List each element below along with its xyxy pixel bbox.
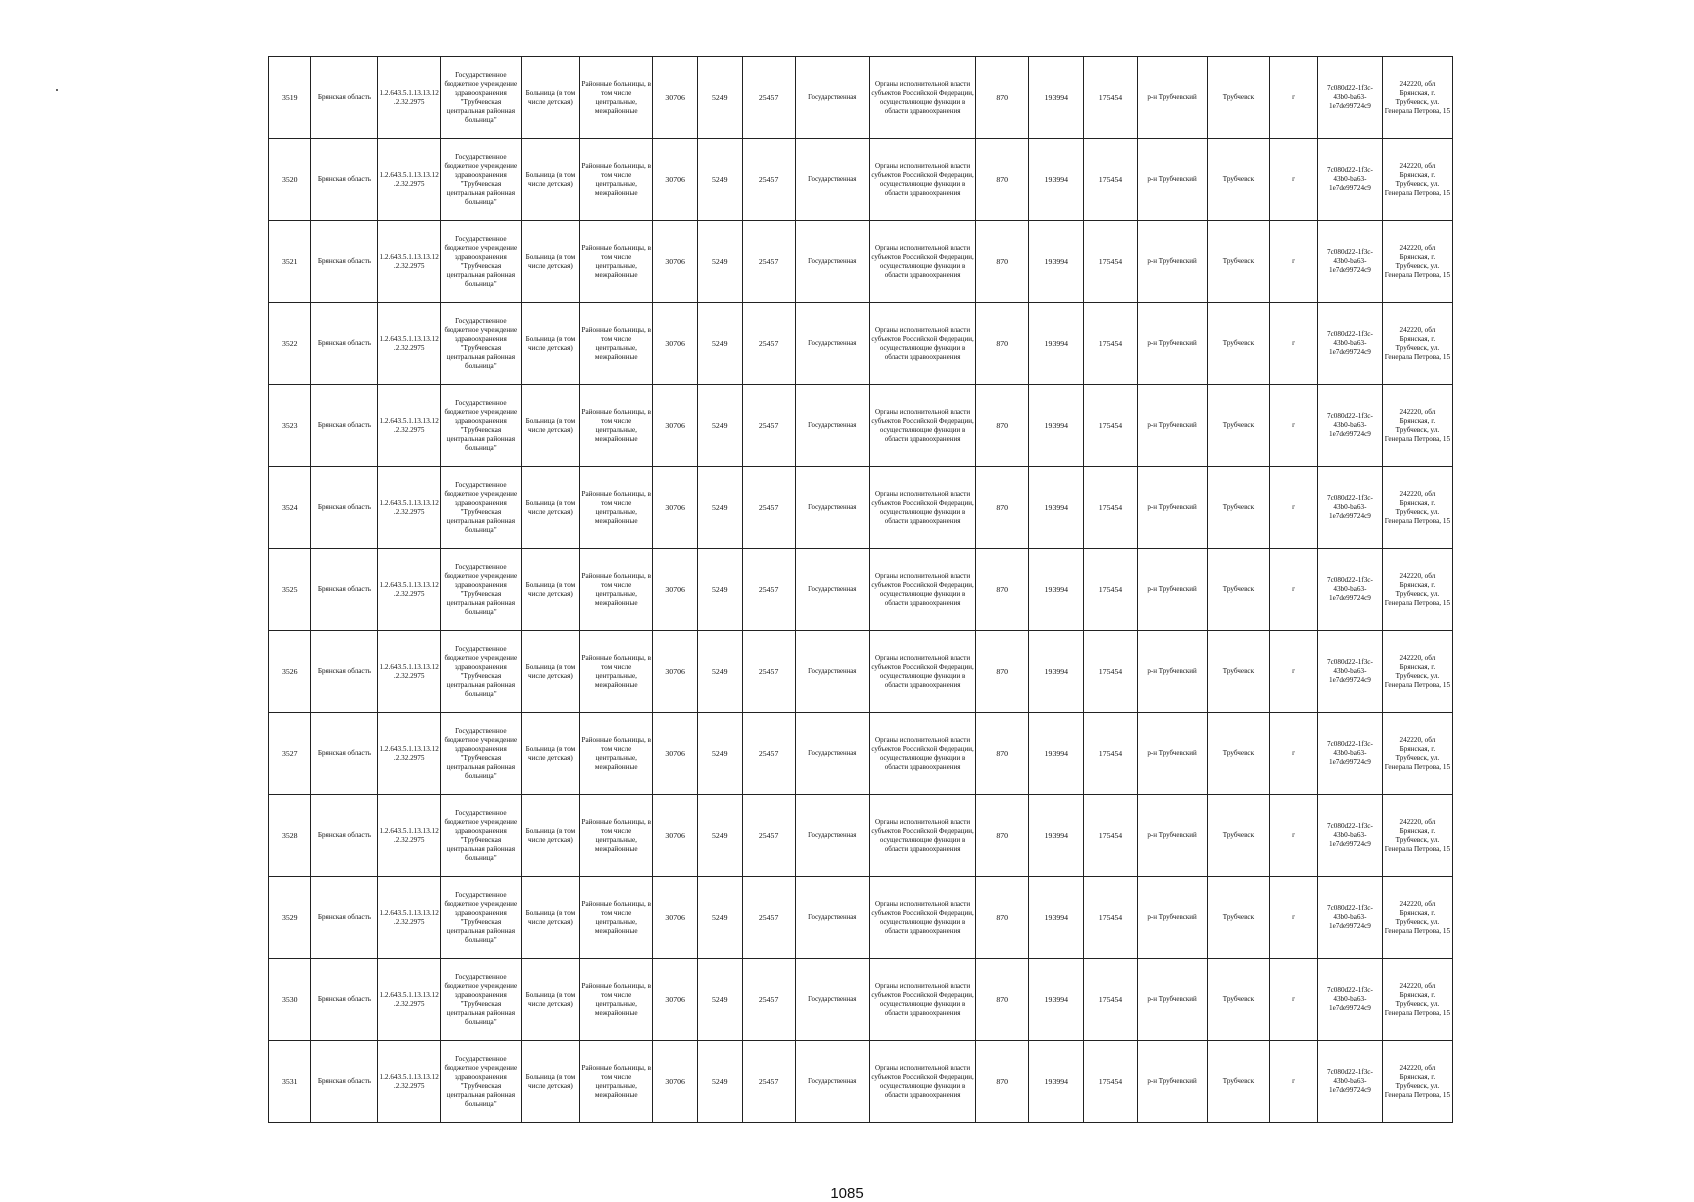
cell-code-3: 25457 — [742, 795, 795, 877]
cell-code-6: 175454 — [1084, 1041, 1137, 1123]
cell-code-5: 193994 — [1029, 713, 1084, 795]
cell-ownership: Государственная — [795, 385, 869, 467]
cell-ownership: Государственная — [795, 221, 869, 303]
cell-department: Органы исполнительной власти субъектов Российской Федерации, осуществляющие функции в области здравоохранения — [869, 303, 975, 385]
cell-region: Брянская область — [311, 713, 378, 795]
cell-guid: 7c080d22-1f3c-43b0-ba63-1e7de99724c9 — [1318, 713, 1383, 795]
cell-org-type: Больница (в том числе детская) — [521, 549, 579, 631]
cell-address: 242220, обл Брянская, г. Трубчевск, ул. Генерала Петрова, 15 — [1382, 795, 1452, 877]
cell-region: Брянская область — [311, 385, 378, 467]
cell-city: Трубчевск — [1207, 139, 1270, 221]
cell-oid: 1.2.643.5.1.13.13.12.2.32.2975 — [378, 713, 441, 795]
cell-address: 242220, обл Брянская, г. Трубчевск, ул. Генерала Петрова, 15 — [1382, 959, 1452, 1041]
cell-ownership: Государственная — [795, 713, 869, 795]
cell-code-4: 870 — [976, 549, 1029, 631]
cell-code-2: 5249 — [697, 385, 742, 467]
cell-code-5: 193994 — [1029, 385, 1084, 467]
cell-guid: 7c080d22-1f3c-43b0-ba63-1e7de99724c9 — [1318, 549, 1383, 631]
cell-code-6: 175454 — [1084, 139, 1137, 221]
cell-region: Брянская область — [311, 549, 378, 631]
cell-org-type: Больница (в том числе детская) — [521, 877, 579, 959]
cell-city: Трубчевск — [1207, 631, 1270, 713]
cell-department: Органы исполнительной власти субъектов Российской Федерации, осуществляющие функции в области здравоохранения — [869, 57, 975, 139]
cell-org-type: Больница (в том числе детская) — [521, 713, 579, 795]
cell-code-2: 5249 — [697, 549, 742, 631]
cell-code-3: 25457 — [742, 139, 795, 221]
cell-address: 242220, обл Брянская, г. Трубчевск, ул. Генерала Петрова, 15 — [1382, 57, 1452, 139]
cell-code-1: 30706 — [653, 139, 698, 221]
cell-settlement-type: г — [1270, 549, 1318, 631]
cell-region: Брянская область — [311, 1041, 378, 1123]
cell-oid: 1.2.643.5.1.13.13.12.2.32.2975 — [378, 795, 441, 877]
cell-region: Брянская область — [311, 221, 378, 303]
cell-code-2: 5249 — [697, 795, 742, 877]
cell-code-4: 870 — [976, 303, 1029, 385]
cell-org-type: Больница (в том числе детская) — [521, 221, 579, 303]
cell-code-4: 870 — [976, 467, 1029, 549]
cell-oid: 1.2.643.5.1.13.13.12.2.32.2975 — [378, 221, 441, 303]
cell-city: Трубчевск — [1207, 549, 1270, 631]
cell-code-2: 5249 — [697, 713, 742, 795]
cell-org-type: Больница (в том числе детская) — [521, 959, 579, 1041]
cell-oid: 1.2.643.5.1.13.13.12.2.32.2975 — [378, 877, 441, 959]
cell-code-1: 30706 — [653, 57, 698, 139]
cell-department: Органы исполнительной власти субъектов Российской Федерации, осуществляющие функции в области здравоохранения — [869, 385, 975, 467]
cell-row-index: 3527 — [269, 713, 311, 795]
table-row — [269, 221, 1453, 303]
cell-address: 242220, обл Брянская, г. Трубчевск, ул. Генерала Петрова, 15 — [1382, 467, 1452, 549]
cell-oid: 1.2.643.5.1.13.13.12.2.32.2975 — [378, 549, 441, 631]
cell-code-1: 30706 — [653, 877, 698, 959]
cell-department: Органы исполнительной власти субъектов Российской Федерации, осуществляющие функции в области здравоохранения — [869, 467, 975, 549]
table-row — [269, 1041, 1453, 1123]
cell-code-6: 175454 — [1084, 877, 1137, 959]
cell-row-index: 3530 — [269, 959, 311, 1041]
cell-code-3: 25457 — [742, 221, 795, 303]
cell-guid: 7c080d22-1f3c-43b0-ba63-1e7de99724c9 — [1318, 795, 1383, 877]
cell-address: 242220, обл Брянская, г. Трубчевск, ул. Генерала Петрова, 15 — [1382, 877, 1452, 959]
cell-ownership: Государственная — [795, 139, 869, 221]
cell-ownership: Государственная — [795, 795, 869, 877]
cell-guid: 7c080d22-1f3c-43b0-ba63-1e7de99724c9 — [1318, 221, 1383, 303]
cell-code-3: 25457 — [742, 385, 795, 467]
cell-district: р-н Трубчевский — [1137, 795, 1207, 877]
cell-address: 242220, обл Брянская, г. Трубчевск, ул. Генерала Петрова, 15 — [1382, 385, 1452, 467]
cell-ownership: Государственная — [795, 877, 869, 959]
cell-oid: 1.2.643.5.1.13.13.12.2.32.2975 — [378, 467, 441, 549]
cell-code-3: 25457 — [742, 959, 795, 1041]
cell-subtype: Районные больницы, в том числе центральные, межрайонные — [580, 385, 653, 467]
cell-settlement-type: г — [1270, 1041, 1318, 1123]
cell-department: Органы исполнительной власти субъектов Российской Федерации, осуществляющие функции в области здравоохранения — [869, 139, 975, 221]
cell-code-5: 193994 — [1029, 467, 1084, 549]
cell-settlement-type: г — [1270, 139, 1318, 221]
cell-oid: 1.2.643.5.1.13.13.12.2.32.2975 — [378, 385, 441, 467]
cell-settlement-type: г — [1270, 631, 1318, 713]
cell-org-type: Больница (в том числе детская) — [521, 303, 579, 385]
cell-department: Органы исполнительной власти субъектов Российской Федерации, осуществляющие функции в области здравоохранения — [869, 959, 975, 1041]
cell-district: р-н Трубчевский — [1137, 385, 1207, 467]
cell-code-1: 30706 — [653, 959, 698, 1041]
cell-code-4: 870 — [976, 959, 1029, 1041]
cell-district: р-н Трубчевский — [1137, 631, 1207, 713]
table-row — [269, 959, 1453, 1041]
cell-org-name: Государственное бюджетное учреждение здравоохранения "Трубчевская центральная районная больница" — [441, 1041, 522, 1123]
cell-oid: 1.2.643.5.1.13.13.12.2.32.2975 — [378, 959, 441, 1041]
cell-district: р-н Трубчевский — [1137, 549, 1207, 631]
cell-department: Органы исполнительной власти субъектов Российской Федерации, осуществляющие функции в области здравоохранения — [869, 1041, 975, 1123]
cell-org-name: Государственное бюджетное учреждение здравоохранения "Трубчевская центральная районная больница" — [441, 221, 522, 303]
cell-settlement-type: г — [1270, 303, 1318, 385]
cell-code-5: 193994 — [1029, 139, 1084, 221]
cell-department: Органы исполнительной власти субъектов Российской Федерации, осуществляющие функции в области здравоохранения — [869, 713, 975, 795]
cell-subtype: Районные больницы, в том числе центральные, межрайонные — [580, 303, 653, 385]
scan-dust-mark — [56, 89, 58, 91]
cell-subtype: Районные больницы, в том числе центральные, межрайонные — [580, 959, 653, 1041]
cell-ownership: Государственная — [795, 1041, 869, 1123]
cell-code-5: 193994 — [1029, 959, 1084, 1041]
cell-ownership: Государственная — [795, 303, 869, 385]
cell-code-4: 870 — [976, 1041, 1029, 1123]
cell-department: Органы исполнительной власти субъектов Российской Федерации, осуществляющие функции в области здравоохранения — [869, 221, 975, 303]
cell-org-type: Больница (в том числе детская) — [521, 631, 579, 713]
cell-subtype: Районные больницы, в том числе центральные, межрайонные — [580, 221, 653, 303]
cell-code-4: 870 — [976, 631, 1029, 713]
cell-org-type: Больница (в том числе детская) — [521, 1041, 579, 1123]
cell-subtype: Районные больницы, в том числе центральные, межрайонные — [580, 549, 653, 631]
table-row — [269, 139, 1453, 221]
cell-settlement-type: г — [1270, 713, 1318, 795]
cell-oid: 1.2.643.5.1.13.13.12.2.32.2975 — [378, 631, 441, 713]
cell-address: 242220, обл Брянская, г. Трубчевск, ул. Генерала Петрова, 15 — [1382, 221, 1452, 303]
cell-settlement-type: г — [1270, 57, 1318, 139]
cell-region: Брянская область — [311, 795, 378, 877]
cell-city: Трубчевск — [1207, 877, 1270, 959]
cell-row-index: 3522 — [269, 303, 311, 385]
table-row — [269, 631, 1453, 713]
cell-org-name: Государственное бюджетное учреждение здравоохранения "Трубчевская центральная районная больница" — [441, 795, 522, 877]
cell-org-type: Больница (в том числе детская) — [521, 57, 579, 139]
cell-row-index: 3523 — [269, 385, 311, 467]
cell-address: 242220, обл Брянская, г. Трубчевск, ул. Генерала Петрова, 15 — [1382, 713, 1452, 795]
cell-guid: 7c080d22-1f3c-43b0-ba63-1e7de99724c9 — [1318, 631, 1383, 713]
cell-org-name: Государственное бюджетное учреждение здравоохранения "Трубчевская центральная районная больница" — [441, 467, 522, 549]
cell-guid: 7c080d22-1f3c-43b0-ba63-1e7de99724c9 — [1318, 1041, 1383, 1123]
cell-address: 242220, обл Брянская, г. Трубчевск, ул. Генерала Петрова, 15 — [1382, 139, 1452, 221]
cell-code-4: 870 — [976, 795, 1029, 877]
cell-guid: 7c080d22-1f3c-43b0-ba63-1e7de99724c9 — [1318, 877, 1383, 959]
cell-code-6: 175454 — [1084, 795, 1137, 877]
table-row — [269, 467, 1453, 549]
cell-code-5: 193994 — [1029, 877, 1084, 959]
cell-code-5: 193994 — [1029, 795, 1084, 877]
table-row — [269, 713, 1453, 795]
cell-code-5: 193994 — [1029, 303, 1084, 385]
cell-oid: 1.2.643.5.1.13.13.12.2.32.2975 — [378, 139, 441, 221]
cell-subtype: Районные больницы, в том числе центральные, межрайонные — [580, 713, 653, 795]
cell-row-index: 3526 — [269, 631, 311, 713]
cell-code-6: 175454 — [1084, 221, 1137, 303]
cell-org-name: Государственное бюджетное учреждение здравоохранения "Трубчевская центральная районная больница" — [441, 385, 522, 467]
cell-subtype: Районные больницы, в том числе центральные, межрайонные — [580, 467, 653, 549]
cell-address: 242220, обл Брянская, г. Трубчевск, ул. Генерала Петрова, 15 — [1382, 1041, 1452, 1123]
cell-district: р-н Трубчевский — [1137, 1041, 1207, 1123]
cell-org-name: Государственное бюджетное учреждение здравоохранения "Трубчевская центральная районная больница" — [441, 57, 522, 139]
cell-code-1: 30706 — [653, 385, 698, 467]
cell-code-5: 193994 — [1029, 631, 1084, 713]
cell-guid: 7c080d22-1f3c-43b0-ba63-1e7de99724c9 — [1318, 57, 1383, 139]
cell-code-5: 193994 — [1029, 549, 1084, 631]
cell-org-name: Государственное бюджетное учреждение здравоохранения "Трубчевская центральная районная больница" — [441, 303, 522, 385]
cell-code-6: 175454 — [1084, 303, 1137, 385]
cell-org-type: Больница (в том числе детская) — [521, 467, 579, 549]
cell-org-name: Государственное бюджетное учреждение здравоохранения "Трубчевская центральная районная больница" — [441, 549, 522, 631]
cell-code-3: 25457 — [742, 57, 795, 139]
cell-code-6: 175454 — [1084, 57, 1137, 139]
cell-city: Трубчевск — [1207, 795, 1270, 877]
cell-code-1: 30706 — [653, 303, 698, 385]
cell-ownership: Государственная — [795, 549, 869, 631]
cell-code-1: 30706 — [653, 795, 698, 877]
cell-org-name: Государственное бюджетное учреждение здравоохранения "Трубчевская центральная районная больница" — [441, 139, 522, 221]
cell-code-3: 25457 — [742, 877, 795, 959]
cell-code-2: 5249 — [697, 631, 742, 713]
cell-city: Трубчевск — [1207, 57, 1270, 139]
cell-row-index: 3528 — [269, 795, 311, 877]
cell-subtype: Районные больницы, в том числе центральные, межрайонные — [580, 877, 653, 959]
cell-district: р-н Трубчевский — [1137, 959, 1207, 1041]
cell-row-index: 3521 — [269, 221, 311, 303]
cell-district: р-н Трубчевский — [1137, 57, 1207, 139]
cell-code-3: 25457 — [742, 1041, 795, 1123]
cell-city: Трубчевск — [1207, 959, 1270, 1041]
cell-code-1: 30706 — [653, 713, 698, 795]
cell-settlement-type: г — [1270, 877, 1318, 959]
cell-code-6: 175454 — [1084, 549, 1137, 631]
cell-code-2: 5249 — [697, 303, 742, 385]
cell-region: Брянская область — [311, 959, 378, 1041]
cell-oid: 1.2.643.5.1.13.13.12.2.32.2975 — [378, 303, 441, 385]
cell-oid: 1.2.643.5.1.13.13.12.2.32.2975 — [378, 57, 441, 139]
cell-row-index: 3525 — [269, 549, 311, 631]
cell-city: Трубчевск — [1207, 221, 1270, 303]
cell-code-3: 25457 — [742, 303, 795, 385]
cell-code-4: 870 — [976, 221, 1029, 303]
cell-ownership: Государственная — [795, 467, 869, 549]
cell-city: Трубчевск — [1207, 713, 1270, 795]
cell-code-2: 5249 — [697, 1041, 742, 1123]
cell-row-index: 3520 — [269, 139, 311, 221]
cell-code-2: 5249 — [697, 221, 742, 303]
cell-code-4: 870 — [976, 877, 1029, 959]
cell-settlement-type: г — [1270, 467, 1318, 549]
cell-subtype: Районные больницы, в том числе центральные, межрайонные — [580, 57, 653, 139]
cell-district: р-н Трубчевский — [1137, 139, 1207, 221]
cell-org-type: Больница (в том числе детская) — [521, 139, 579, 221]
cell-code-5: 193994 — [1029, 57, 1084, 139]
cell-subtype: Районные больницы, в том числе центральные, межрайонные — [580, 795, 653, 877]
cell-row-index: 3529 — [269, 877, 311, 959]
cell-code-1: 30706 — [653, 467, 698, 549]
cell-address: 242220, обл Брянская, г. Трубчевск, ул. Генерала Петрова, 15 — [1382, 631, 1452, 713]
cell-row-index: 3531 — [269, 1041, 311, 1123]
cell-code-1: 30706 — [653, 1041, 698, 1123]
cell-code-6: 175454 — [1084, 631, 1137, 713]
cell-settlement-type: г — [1270, 959, 1318, 1041]
cell-settlement-type: г — [1270, 385, 1318, 467]
registry-table-body — [269, 57, 1453, 1123]
cell-code-2: 5249 — [697, 57, 742, 139]
cell-department: Органы исполнительной власти субъектов Российской Федерации, осуществляющие функции в области здравоохранения — [869, 549, 975, 631]
cell-code-3: 25457 — [742, 713, 795, 795]
cell-region: Брянская область — [311, 139, 378, 221]
cell-code-1: 30706 — [653, 631, 698, 713]
cell-department: Органы исполнительной власти субъектов Российской Федерации, осуществляющие функции в области здравоохранения — [869, 631, 975, 713]
cell-settlement-type: г — [1270, 795, 1318, 877]
cell-code-6: 175454 — [1084, 713, 1137, 795]
cell-code-1: 30706 — [653, 549, 698, 631]
cell-code-4: 870 — [976, 139, 1029, 221]
cell-code-2: 5249 — [697, 877, 742, 959]
cell-city: Трубчевск — [1207, 385, 1270, 467]
cell-region: Брянская область — [311, 303, 378, 385]
cell-org-name: Государственное бюджетное учреждение здравоохранения "Трубчевская центральная районная больница" — [441, 631, 522, 713]
cell-region: Брянская область — [311, 877, 378, 959]
cell-city: Трубчевск — [1207, 303, 1270, 385]
cell-guid: 7c080d22-1f3c-43b0-ba63-1e7de99724c9 — [1318, 303, 1383, 385]
cell-department: Органы исполнительной власти субъектов Российской Федерации, осуществляющие функции в области здравоохранения — [869, 877, 975, 959]
cell-region: Брянская область — [311, 57, 378, 139]
page-number: 1085 — [830, 1185, 864, 1202]
cell-ownership: Государственная — [795, 631, 869, 713]
cell-code-3: 25457 — [742, 549, 795, 631]
cell-department: Органы исполнительной власти субъектов Российской Федерации, осуществляющие функции в области здравоохранения — [869, 795, 975, 877]
cell-code-6: 175454 — [1084, 467, 1137, 549]
cell-org-type: Больница (в том числе детская) — [521, 385, 579, 467]
table-row — [269, 795, 1453, 877]
cell-org-name: Государственное бюджетное учреждение здравоохранения "Трубчевская центральная районная больница" — [441, 713, 522, 795]
cell-code-4: 870 — [976, 713, 1029, 795]
cell-code-3: 25457 — [742, 631, 795, 713]
cell-row-index: 3524 — [269, 467, 311, 549]
cell-code-6: 175454 — [1084, 959, 1137, 1041]
cell-district: р-н Трубчевский — [1137, 221, 1207, 303]
cell-district: р-н Трубчевский — [1137, 877, 1207, 959]
table-row — [269, 303, 1453, 385]
cell-code-5: 193994 — [1029, 221, 1084, 303]
table-row — [269, 877, 1453, 959]
cell-ownership: Государственная — [795, 57, 869, 139]
cell-subtype: Районные больницы, в том числе центральные, межрайонные — [580, 631, 653, 713]
cell-district: р-н Трубчевский — [1137, 303, 1207, 385]
cell-guid: 7c080d22-1f3c-43b0-ba63-1e7de99724c9 — [1318, 959, 1383, 1041]
table-row — [269, 57, 1453, 139]
cell-district: р-н Трубчевский — [1137, 713, 1207, 795]
cell-guid: 7c080d22-1f3c-43b0-ba63-1e7de99724c9 — [1318, 467, 1383, 549]
cell-address: 242220, обл Брянская, г. Трубчевск, ул. Генерала Петрова, 15 — [1382, 549, 1452, 631]
cell-ownership: Государственная — [795, 959, 869, 1041]
cell-subtype: Районные больницы, в том числе центральные, межрайонные — [580, 1041, 653, 1123]
cell-guid: 7c080d22-1f3c-43b0-ba63-1e7de99724c9 — [1318, 139, 1383, 221]
cell-org-type: Больница (в том числе детская) — [521, 795, 579, 877]
cell-org-name: Государственное бюджетное учреждение здравоохранения "Трубчевская центральная районная больница" — [441, 877, 522, 959]
cell-code-1: 30706 — [653, 221, 698, 303]
cell-code-4: 870 — [976, 385, 1029, 467]
cell-code-3: 25457 — [742, 467, 795, 549]
cell-guid: 7c080d22-1f3c-43b0-ba63-1e7de99724c9 — [1318, 385, 1383, 467]
cell-district: р-н Трубчевский — [1137, 467, 1207, 549]
cell-row-index: 3519 — [269, 57, 311, 139]
cell-region: Брянская область — [311, 467, 378, 549]
cell-region: Брянская область — [311, 631, 378, 713]
cell-city: Трубчевск — [1207, 1041, 1270, 1123]
cell-code-2: 5249 — [697, 959, 742, 1041]
cell-oid: 1.2.643.5.1.13.13.12.2.32.2975 — [378, 1041, 441, 1123]
cell-code-2: 5249 — [697, 467, 742, 549]
table-row — [269, 549, 1453, 631]
cell-code-2: 5249 — [697, 139, 742, 221]
cell-address: 242220, обл Брянская, г. Трубчевск, ул. Генерала Петрова, 15 — [1382, 303, 1452, 385]
cell-code-5: 193994 — [1029, 1041, 1084, 1123]
cell-subtype: Районные больницы, в том числе центральные, межрайонные — [580, 139, 653, 221]
cell-code-6: 175454 — [1084, 385, 1137, 467]
cell-org-name: Государственное бюджетное учреждение здравоохранения "Трубчевская центральная районная больница" — [441, 959, 522, 1041]
registry-table — [268, 56, 1453, 1123]
cell-settlement-type: г — [1270, 221, 1318, 303]
cell-city: Трубчевск — [1207, 467, 1270, 549]
cell-code-4: 870 — [976, 57, 1029, 139]
table-row — [269, 385, 1453, 467]
